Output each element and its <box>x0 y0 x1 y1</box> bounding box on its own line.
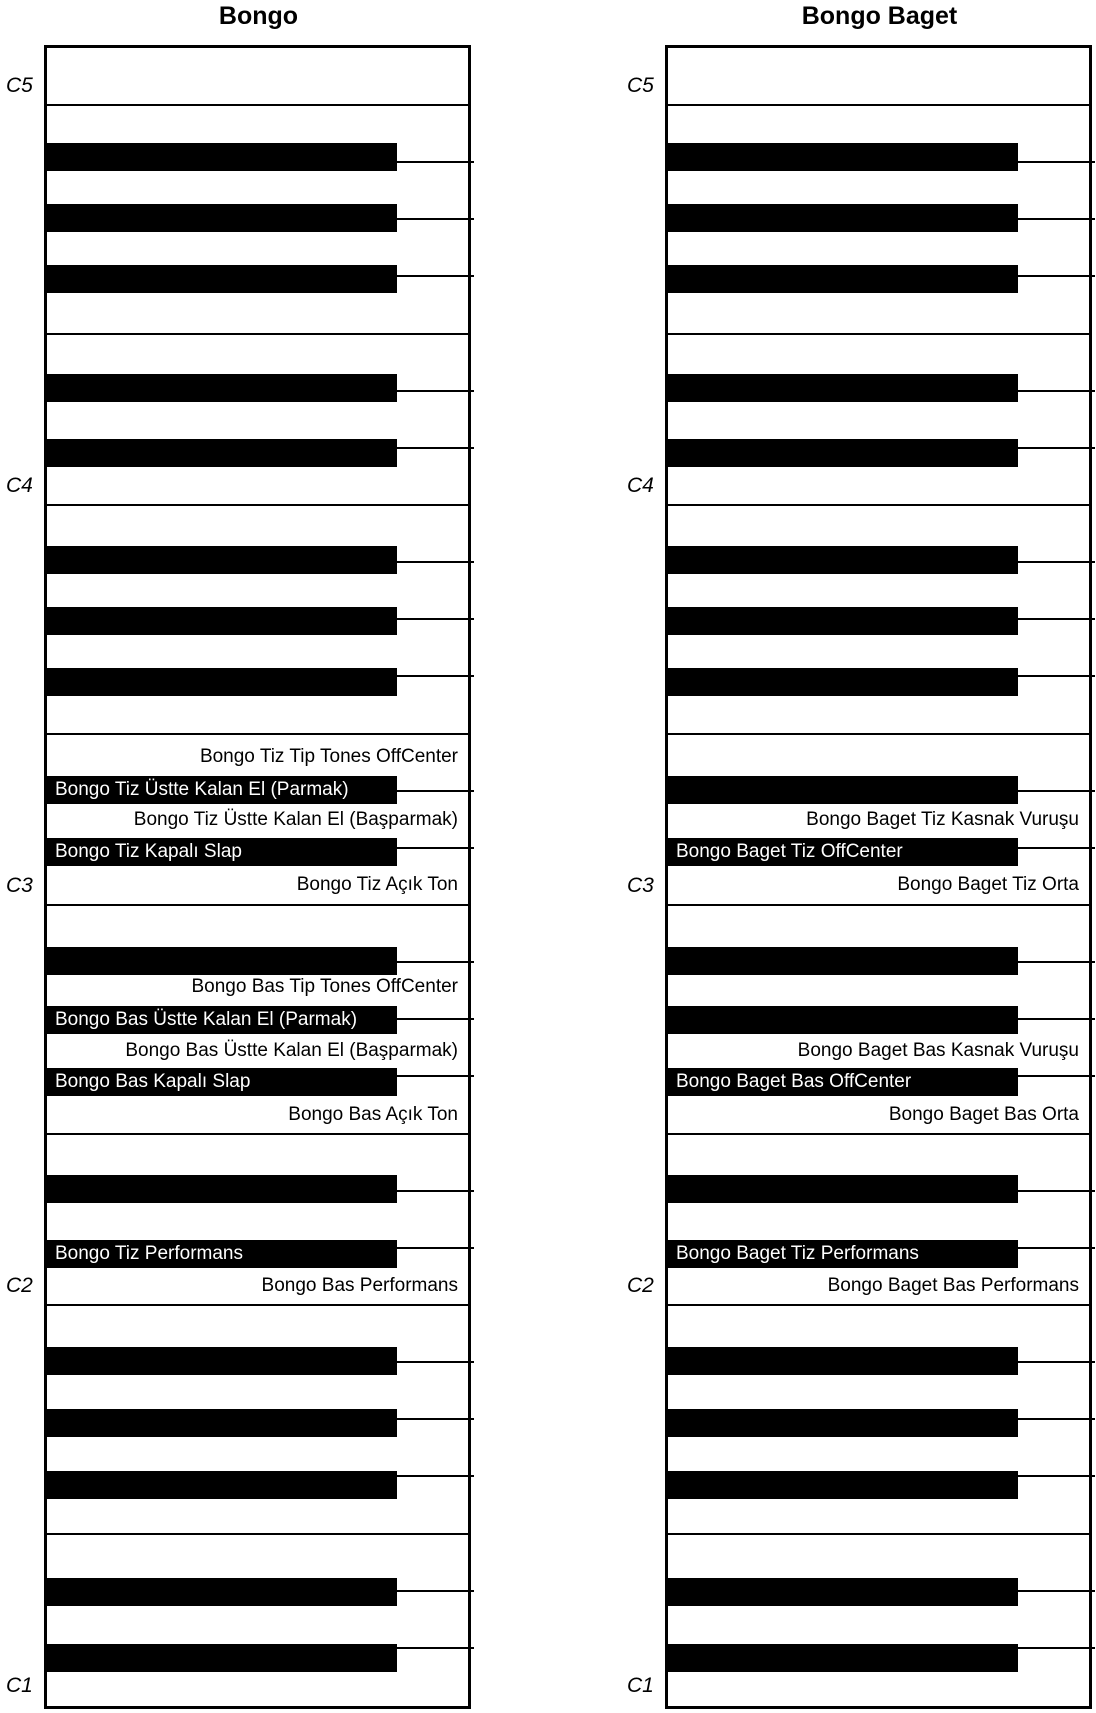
key-divider <box>47 333 468 335</box>
black-key <box>668 374 1018 402</box>
key-divider <box>47 1133 468 1135</box>
black-key <box>668 1644 1018 1672</box>
key-divider <box>1018 1475 1095 1477</box>
key-divider <box>668 904 1089 906</box>
key-divider <box>397 1361 474 1363</box>
key-divider <box>47 1304 468 1306</box>
black-key <box>668 776 1018 804</box>
key-divider <box>397 1418 474 1420</box>
key-divider <box>397 390 474 392</box>
white-key-label: Bongo Tiz Tip Tones OffCenter <box>199 746 458 767</box>
key-divider <box>397 790 474 792</box>
white-key-label: Bongo Baget Bas Kasnak Vuruşu <box>797 1040 1079 1061</box>
black-key <box>668 1175 1018 1203</box>
key-divider <box>397 675 474 677</box>
key-divider <box>1018 790 1095 792</box>
black-key <box>47 1347 397 1375</box>
white-key-label: Bongo Baget Bas Orta <box>888 1104 1079 1125</box>
white-key-label: Bongo Bas Performans <box>261 1275 458 1296</box>
key-divider <box>397 1247 474 1249</box>
black-key <box>47 607 397 635</box>
key-divider <box>1018 1247 1095 1249</box>
key-divider <box>1018 1590 1095 1592</box>
key-divider <box>397 1475 474 1477</box>
black-key <box>47 1578 397 1606</box>
key-divider <box>47 733 468 735</box>
key-divider <box>1018 1647 1095 1649</box>
key-divider <box>1018 961 1095 963</box>
key-divider <box>1018 275 1095 277</box>
key-divider <box>397 1590 474 1592</box>
key-divider <box>668 1533 1089 1535</box>
black-key-label: Bongo Bas Üstte Kalan El (Parmak) <box>47 1006 397 1034</box>
key-divider <box>668 1304 1089 1306</box>
octave-label: C1 <box>6 1674 33 1697</box>
black-key-label: Bongo Bas Kapalı Slap <box>47 1068 397 1096</box>
white-key-label: Bongo Baget Bas Performans <box>827 1275 1079 1296</box>
black-key <box>668 607 1018 635</box>
key-divider <box>397 961 474 963</box>
black-key <box>668 668 1018 696</box>
key-divider <box>1018 161 1095 163</box>
key-divider <box>1018 218 1095 220</box>
key-divider <box>397 561 474 563</box>
key-divider <box>47 104 468 106</box>
octave-label: C3 <box>6 874 33 897</box>
key-divider <box>47 504 468 506</box>
black-key-label: Bongo Tiz Performans <box>47 1240 397 1268</box>
key-divider <box>397 447 474 449</box>
white-key-label: Bongo Bas Üstte Kalan El (Başparmak) <box>125 1040 458 1061</box>
black-key <box>47 143 397 171</box>
black-key <box>668 1471 1018 1499</box>
key-divider <box>1018 675 1095 677</box>
key-divider <box>668 733 1089 735</box>
black-key-label: Bongo Baget Tiz OffCenter <box>668 838 1018 866</box>
black-key <box>47 204 397 232</box>
key-divider <box>397 618 474 620</box>
black-key <box>47 1175 397 1203</box>
black-key <box>47 265 397 293</box>
white-key-label: Bongo Baget Tiz Orta <box>897 874 1079 895</box>
white-key-label: Bongo Tiz Açık Ton <box>296 874 458 895</box>
octave-label: C2 <box>6 1274 33 1297</box>
octave-label: C1 <box>627 1674 654 1697</box>
key-divider <box>668 504 1089 506</box>
keyboard-title: Bongo <box>218 2 299 30</box>
octave-label: C3 <box>627 874 654 897</box>
octave-label: C5 <box>627 74 654 97</box>
key-divider <box>1018 390 1095 392</box>
key-divider <box>1018 1075 1095 1077</box>
black-key <box>47 439 397 467</box>
key-divider <box>397 1190 474 1192</box>
black-key-label: Bongo Baget Bas OffCenter <box>668 1068 1018 1096</box>
key-divider <box>1018 1018 1095 1020</box>
key-divider <box>1018 1190 1095 1192</box>
piano-keyboard <box>665 45 1092 1709</box>
black-key <box>47 668 397 696</box>
black-key <box>668 1006 1018 1034</box>
black-key <box>47 947 397 975</box>
piano-keyboard <box>44 45 471 1709</box>
black-key <box>47 374 397 402</box>
key-divider <box>1018 847 1095 849</box>
key-divider <box>397 1647 474 1649</box>
octave-label: C5 <box>6 74 33 97</box>
black-key <box>668 1578 1018 1606</box>
key-divider <box>668 104 1089 106</box>
black-key <box>668 265 1018 293</box>
black-key <box>668 1347 1018 1375</box>
key-divider <box>397 218 474 220</box>
key-divider <box>397 847 474 849</box>
black-key-label: Bongo Tiz Kapalı Slap <box>47 838 397 866</box>
key-divider <box>668 333 1089 335</box>
black-key <box>47 546 397 574</box>
white-key-label: Bongo Bas Tip Tones OffCenter <box>191 976 458 997</box>
white-key-label: Bongo Bas Açık Ton <box>288 1104 458 1125</box>
key-divider <box>1018 561 1095 563</box>
octave-label: C2 <box>627 1274 654 1297</box>
black-key-label: Bongo Tiz Üstte Kalan El (Parmak) <box>47 776 397 804</box>
key-divider <box>47 904 468 906</box>
white-key-label: Bongo Tiz Üstte Kalan El (Başparmak) <box>133 809 458 830</box>
key-divider <box>668 1133 1089 1135</box>
key-divider <box>397 1075 474 1077</box>
black-key-label: Bongo Baget Tiz Performans <box>668 1240 1018 1268</box>
key-divider <box>397 275 474 277</box>
key-divider <box>397 161 474 163</box>
black-key <box>47 1471 397 1499</box>
black-key <box>668 143 1018 171</box>
key-divider <box>1018 447 1095 449</box>
key-divider <box>397 1018 474 1020</box>
black-key <box>668 439 1018 467</box>
octave-label: C4 <box>6 474 33 497</box>
key-divider <box>47 1533 468 1535</box>
key-divider <box>1018 1418 1095 1420</box>
key-divider <box>1018 1361 1095 1363</box>
black-key <box>47 1644 397 1672</box>
black-key <box>668 204 1018 232</box>
black-key <box>668 947 1018 975</box>
key-divider <box>1018 618 1095 620</box>
octave-label: C4 <box>627 474 654 497</box>
white-key-label: Bongo Baget Tiz Kasnak Vuruşu <box>806 809 1079 830</box>
keyboard-title: Bongo Baget <box>801 2 958 30</box>
black-key <box>668 1409 1018 1437</box>
black-key <box>668 546 1018 574</box>
black-key <box>47 1409 397 1437</box>
